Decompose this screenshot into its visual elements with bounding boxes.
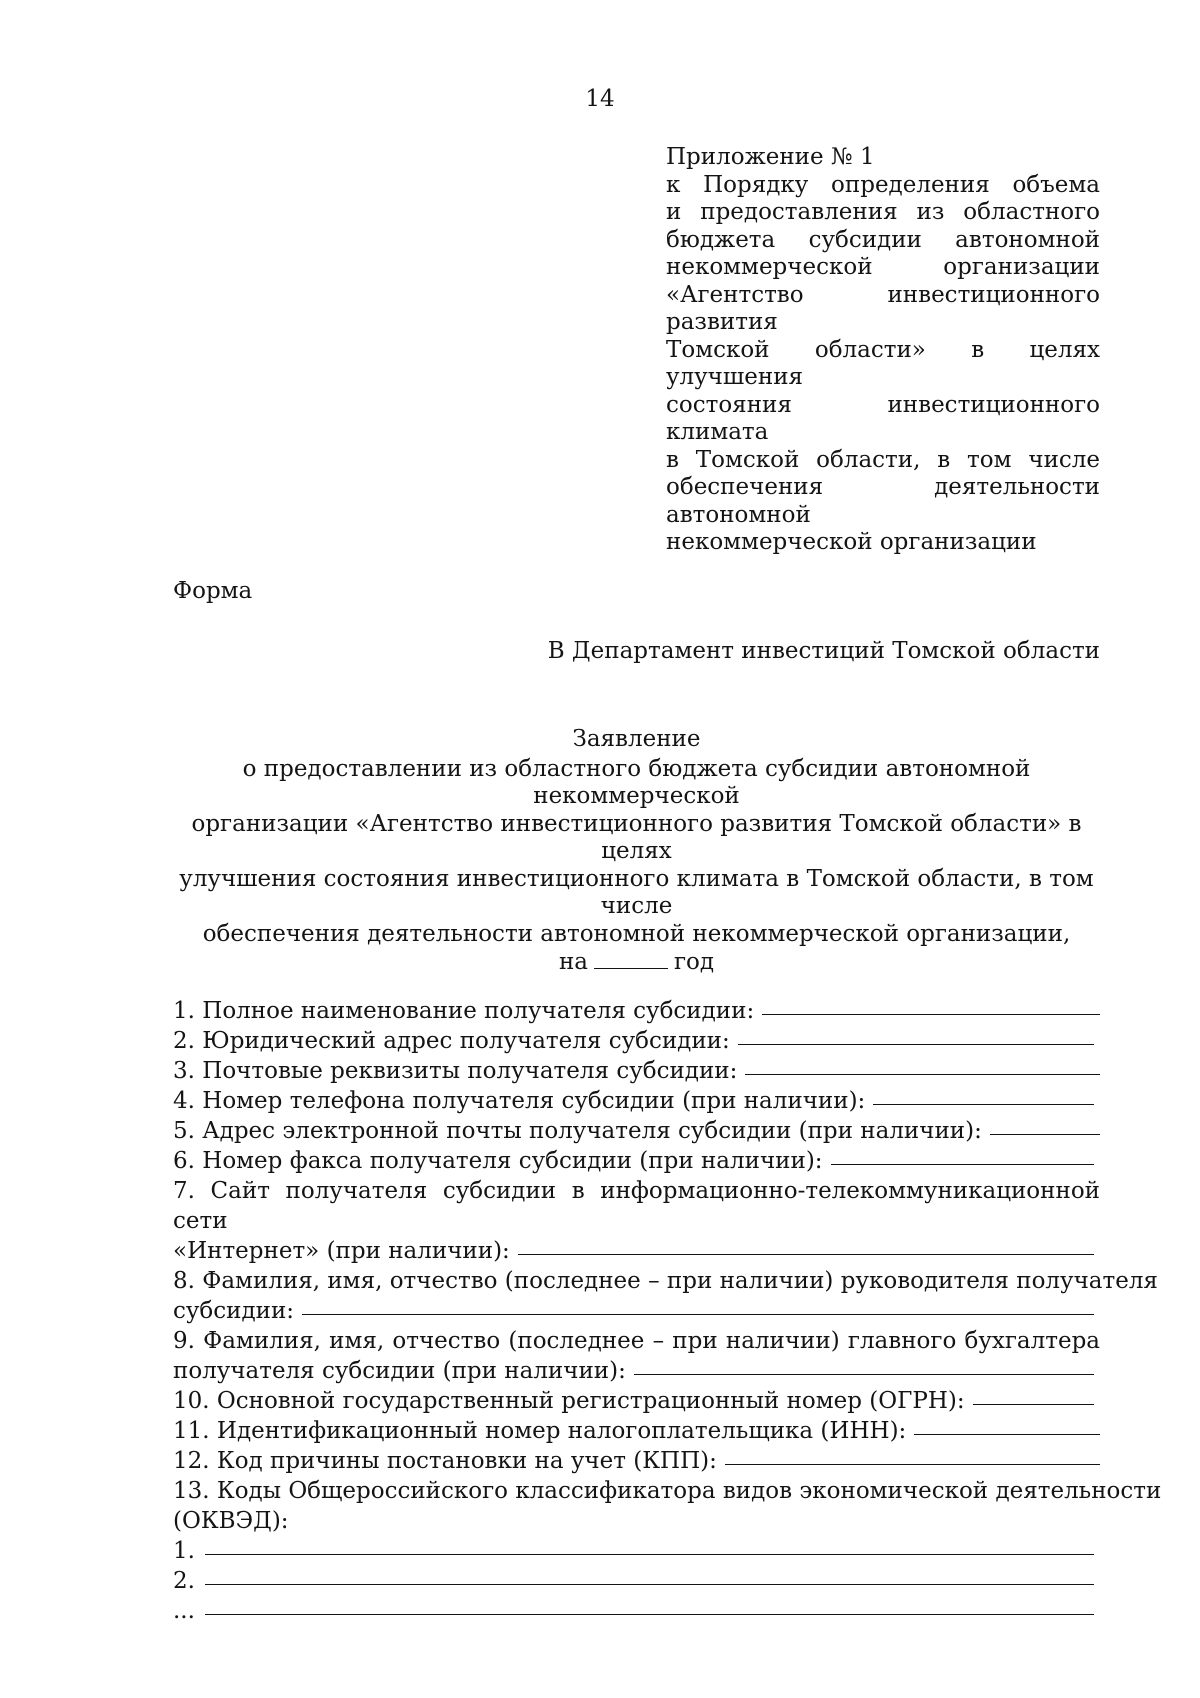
year-prefix: на (558, 949, 588, 975)
field-label-ogrn: 10. Основной государственный регистрационный номер (ОГРН): (173, 1388, 965, 1414)
statement-heading: Заявление (572, 726, 701, 752)
okved-index: ... (173, 1598, 195, 1624)
field-label-accountant: 9. Фамилия, имя, отчество (последнее – при наличии) главного бухгалтера (173, 1328, 1100, 1354)
field-label-kpp: 12. Код причины постановки на учет (КПП): (173, 1448, 717, 1474)
application-fields (173, 996, 1162, 1626)
field-row (173, 1236, 1100, 1266)
field-label-legal-address: 2. Юридический адрес получателя субсидии: (173, 1028, 730, 1054)
field-row (173, 1086, 1100, 1116)
appendix-line: «Агентство инвестиционного развития (666, 281, 1100, 335)
statement-line: улучшения состояния инвестиционного климата в Томской области, в том числе (179, 865, 1094, 919)
field-row (173, 1326, 1100, 1356)
field-row (173, 1356, 1100, 1386)
field-blank-full-name[interactable] (762, 1014, 1100, 1015)
field-blank-okved-more[interactable] (205, 1614, 1094, 1615)
appendix-line: состояния инвестиционного климата (666, 391, 1100, 445)
field-blank-kpp[interactable] (725, 1464, 1100, 1465)
field-blank-phone[interactable] (873, 1104, 1094, 1105)
field-row (173, 1146, 1100, 1176)
page-number: 14 (585, 86, 615, 112)
okved-index: 1. (173, 1538, 195, 1564)
appendix-line: некоммерческой организации (666, 254, 1100, 280)
year-suffix: год (673, 949, 715, 975)
field-row (173, 996, 1100, 1026)
field-blank-ogrn[interactable] (973, 1404, 1094, 1405)
field-row (173, 1116, 1100, 1146)
statement-line: о предоставлении из областного бюджета субсидии автономной некоммерческой (242, 755, 1031, 809)
field-blank-okved-2[interactable] (205, 1584, 1094, 1585)
field-row (173, 1176, 1100, 1236)
field-label-postal-details: 3. Почтовые реквизиты получателя субсидии: (173, 1058, 738, 1084)
form-label: Форма (173, 578, 253, 604)
appendix-line: обеспечения деятельности автономной (666, 474, 1100, 528)
field-row (173, 1386, 1100, 1416)
field-blank-email[interactable] (990, 1134, 1100, 1135)
field-label-okved: 13. Коды Общероссийского классификатора видов экономической деятельности (173, 1478, 1162, 1504)
field-label-website-cont: «Интернет» (при наличии): (173, 1238, 510, 1264)
field-label-phone: 4. Номер телефона получателя субсидии (при наличии): (173, 1088, 866, 1114)
field-row (173, 1506, 1100, 1536)
field-label-director: 8. Фамилия, имя, отчество (последнее – при наличии) руководителя получателя (173, 1268, 1158, 1294)
okved-row (173, 1596, 1100, 1626)
field-blank-postal-details[interactable] (745, 1074, 1100, 1075)
field-row (173, 1446, 1100, 1476)
field-blank-okved-1[interactable] (205, 1554, 1094, 1555)
okved-index: 2. (173, 1568, 195, 1594)
field-blank-director[interactable] (302, 1314, 1094, 1315)
appendix-line: в Томской области, в том числе (666, 446, 1100, 473)
field-blank-website[interactable] (518, 1254, 1094, 1255)
field-row (173, 1266, 1158, 1296)
field-label-fax: 6. Номер факса получателя субсидии (при наличии): (173, 1148, 823, 1174)
field-label-email: 5. Адрес электронной почты получателя субсидии (при наличии): (173, 1118, 982, 1144)
field-label-full-name: 1. Полное наименование получателя субсидии: (173, 998, 755, 1024)
appendix-line: бюджета субсидии автономной (666, 226, 1100, 253)
year-blank[interactable] (594, 948, 668, 969)
appendix-header (666, 144, 1100, 557)
statement-line: обеспечения деятельности автономной некоммерческой организации, (202, 920, 1071, 947)
appendix-line: и предоставления из областного (666, 199, 1100, 225)
field-blank-accountant[interactable] (634, 1374, 1094, 1375)
field-row (173, 1476, 1162, 1506)
appendix-title: Приложение № 1 (666, 144, 875, 170)
field-label-inn: 11. Идентификационный номер налогоплательщика (ИНН): (173, 1418, 907, 1444)
field-blank-legal-address[interactable] (738, 1044, 1094, 1045)
statement-title-block (173, 726, 1100, 977)
appendix-line: некоммерческой организации (666, 529, 1037, 555)
field-blank-inn[interactable] (914, 1434, 1100, 1435)
okved-row (173, 1566, 1100, 1596)
year-line (559, 948, 714, 977)
statement-line: организации «Агентство инвестиционного развития Томской области» в целях (191, 810, 1082, 864)
field-label-website: 7. Сайт получателя субсидии в информационно-телекоммуникационной сети (173, 1178, 1100, 1234)
field-row (173, 1026, 1100, 1056)
appendix-line: к Порядку определения объема (666, 171, 1100, 198)
field-row (173, 1056, 1100, 1086)
field-label-okved-cont: (ОКВЭД): (173, 1508, 289, 1534)
field-row (173, 1296, 1100, 1326)
appendix-line: Томской области» в целях улучшения (666, 336, 1100, 390)
field-row (173, 1416, 1100, 1446)
addressee: В Департамент инвестиций Томской области (547, 638, 1100, 664)
okved-row (173, 1536, 1100, 1566)
field-label-accountant-cont: получателя субсидии (при наличии): (173, 1358, 626, 1384)
field-label-director-cont: субсидии: (173, 1298, 295, 1324)
field-blank-fax[interactable] (831, 1164, 1094, 1165)
